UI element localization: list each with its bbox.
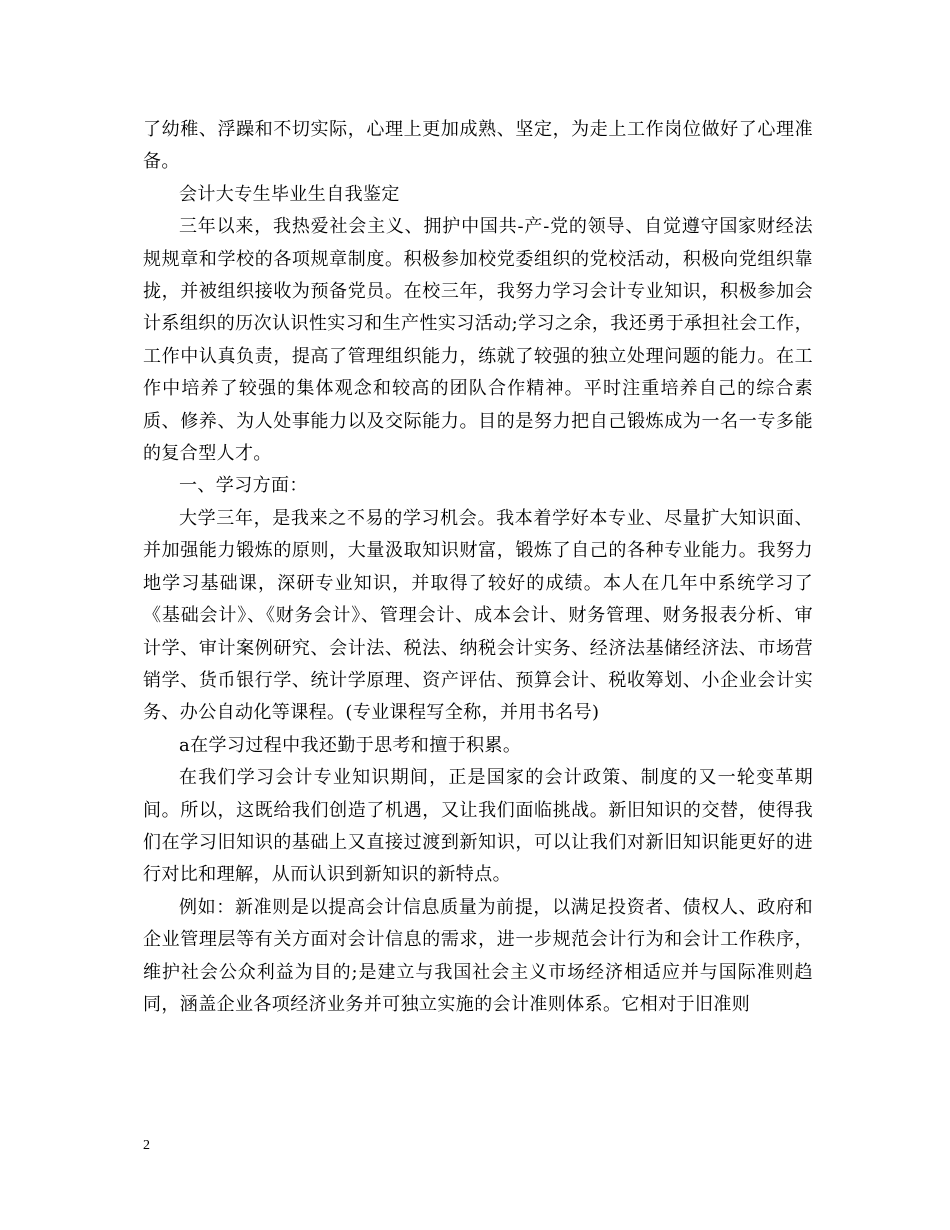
paragraph-policy-change: 在我们学习会计专业知识期间，正是国家的会计政策、制度的又一轮变革期间。所以，这既给我们创造了机遇，又让我们面临挑战。新旧知识的交替，使得我们在学习旧知识的基础上又直接过渡到新知识，可以让我们对新旧知识能更好的进行对比和理解，从而认识到新知识的新特点。	[143, 767, 813, 886]
paragraph-study-thinking: a在学习过程中我还勤于思考和擅于积累。	[179, 734, 522, 756]
paragraph-new-standards: 例如：新准则是以提高会计信息质量为前提，以满足投资者、债权人、政府和企业管理层等有关方面对会计信息的需求，进一步规范会计行为和会计工作秩序，维护社会公众利益为目的;是建立与我国社会主义市场经济相适应并与国际准则趋同，涵盖企业各项经济业务并可独立实施的会计准则体系。它相对于旧准则	[143, 896, 813, 1015]
paragraph-overview: 三年以来，我热爱社会主义、拥护中国共-产-党的领导、自觉遵守国家财经法规规章和学校的各项规章制度。积极参加校党委组织的党校活动，积极向党组织靠拢，并被组织接收为预备党员。在校三年，我努力学习会计专业知识，积极参加会计系组织的历次认识性实习和生产性实习活动;学习之余，我还勇于承担社会工作，工作中认真负责，提高了管理组织能力，练就了较强的独立处理问题的能力。在工作中培养了较强的集体观念和较高的团队合作精神。平时注重培养自己的综合素质、修养、为人处事能力以及交际能力。目的是努力把自己锻炼成为一名一专多能的复合型人才。	[143, 216, 813, 465]
paragraph-continuation: 了幼稚、浮躁和不切实际，心理上更加成熟、坚定，为走上工作岗位做好了心理准备。	[143, 119, 813, 173]
paragraph-heading-study: 一、学习方面：	[179, 475, 308, 497]
document-body	[143, 114, 813, 1021]
page-number: 2	[143, 1138, 150, 1153]
paragraph-heading-self-assessment: 会计大专生毕业生自我鉴定	[179, 183, 400, 205]
paragraph-study-courses: 大学三年，是我来之不易的学习机会。我本着学好本专业、尽量扩大知识面、并加强能力锻炼的原则，大量汲取知识财富，锻炼了自己的各种专业能力。我努力地学习基础课，深研专业知识，并取得了较好的成绩。本人在几年中系统学习了《基础会计》、《财务会计》、管理会计、成本会计、财务管理、财务报表分析、审计学、审计案例研究、会计法、税法、纳税会计实务、经济法基储经济法、市场营销学、货币银行学、统计学原理、资产评估、预算会计、税收筹划、小企业会计实务、办公自动化等课程。(专业课程写全称，并用书名号)	[143, 507, 813, 724]
